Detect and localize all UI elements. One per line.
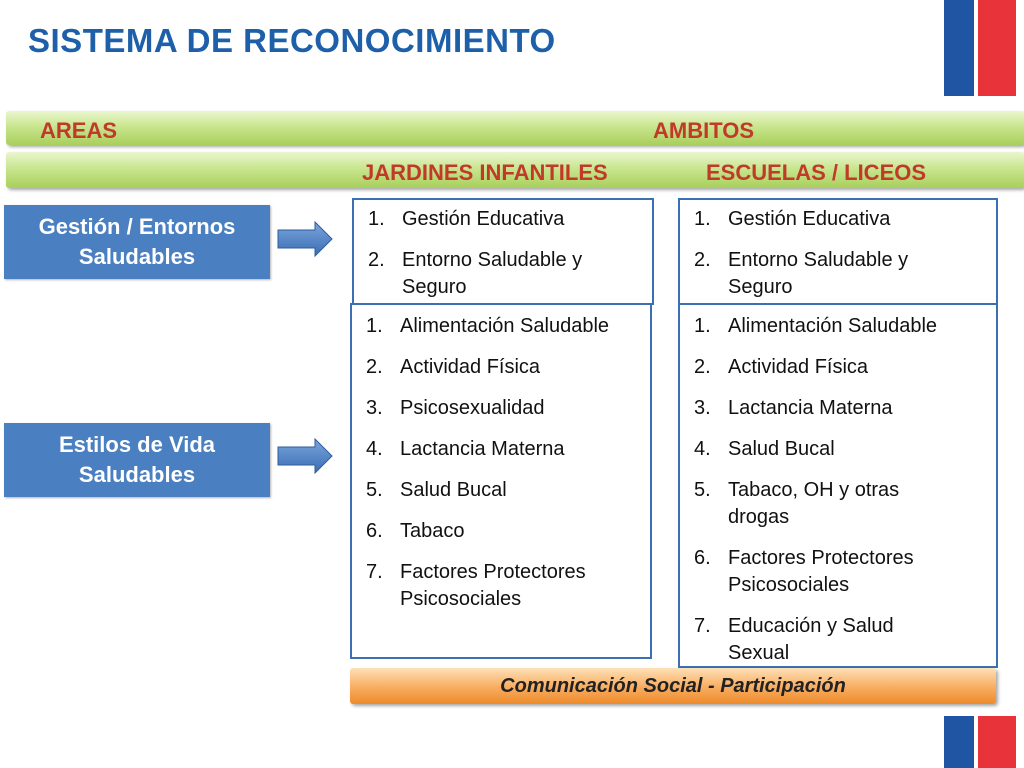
- area-label-line: Estilos de Vida: [58, 432, 216, 457]
- list-item: [352, 477, 650, 504]
- arrow-right-icon: [277, 438, 333, 474]
- list-item-number: 4.: [366, 438, 383, 460]
- page-title: SISTEMA DE RECONOCIMIENTO: [28, 22, 556, 59]
- arrow-right-icon: [277, 221, 333, 257]
- list-item-number: 1.: [368, 208, 385, 230]
- list-item-text: Gestión Educativa: [402, 208, 565, 230]
- list-item-number: 7.: [366, 561, 383, 583]
- list-item: [352, 313, 650, 340]
- area-gestion-entornos: [4, 205, 270, 279]
- list-item-text: Alimentación Saludable: [400, 315, 610, 337]
- list-item-number: 1.: [694, 315, 711, 337]
- area-estilos-vida: [4, 423, 270, 497]
- list-item: [680, 436, 996, 463]
- footer-communication-bar: Comunicación Social - Participación: [350, 668, 996, 704]
- header-escuelas: ESCUELAS / LICEOS: [706, 160, 927, 185]
- escuelas-estilos-list: [678, 303, 998, 668]
- list-item-number: 2.: [694, 249, 711, 271]
- list-item-text: Actividad Física: [400, 356, 541, 378]
- jardines-gestion-list: [352, 198, 654, 305]
- chile-flag-icon: [944, 716, 1016, 768]
- list-item-text: Sexual: [728, 642, 790, 664]
- list-item: [680, 545, 996, 599]
- list-item-number: 5.: [694, 479, 711, 501]
- list-item: [680, 354, 996, 381]
- list-item-number: 1.: [694, 208, 711, 230]
- list-item: [354, 206, 652, 233]
- list-item-text: Lactancia Materna: [400, 438, 565, 460]
- area-label-line: Gestión / Entornos: [38, 214, 236, 239]
- list-item-text: Factores Protectores: [400, 561, 586, 583]
- list-item-text: drogas: [728, 506, 790, 528]
- header-ambitos: AMBITOS: [653, 118, 755, 143]
- list-item-number: 2.: [694, 356, 711, 378]
- list-item: [352, 559, 650, 613]
- header-bar-areas-ambitos: [6, 111, 1024, 145]
- escuelas-gestion-list: [678, 198, 998, 305]
- list-item-text: Psicosociales: [400, 588, 522, 610]
- list-item: [680, 613, 996, 667]
- header-areas: AREAS: [40, 118, 118, 143]
- list-item: [352, 518, 650, 545]
- header-jardines: JARDINES INFANTILES: [362, 160, 608, 185]
- list-item-text: Seguro: [402, 276, 467, 298]
- list-item: [680, 247, 996, 301]
- list-item: [680, 206, 996, 233]
- list-item: [352, 436, 650, 463]
- list-item: [680, 395, 996, 422]
- list-item-text: Lactancia Materna: [728, 397, 893, 419]
- list-item-text: Tabaco: [400, 520, 465, 542]
- list-item: [352, 395, 650, 422]
- list-item-text: Psicosexualidad: [400, 397, 545, 419]
- chile-flag-icon: [944, 0, 1016, 96]
- list-item-number: 4.: [694, 438, 711, 460]
- list-item: [680, 477, 996, 531]
- list-item-text: Gestión Educativa: [728, 208, 891, 230]
- header-bar-columns: [6, 152, 1024, 188]
- list-item-number: 7.: [694, 615, 711, 637]
- list-item-number: 6.: [694, 547, 711, 569]
- list-item-number: 5.: [366, 479, 383, 501]
- list-item: [680, 313, 996, 340]
- list-item-text: Salud Bucal: [728, 438, 835, 460]
- list-item-text: Alimentación Saludable: [728, 315, 938, 337]
- area-label-line: Saludables: [78, 244, 196, 269]
- list-item-number: 2.: [368, 249, 385, 271]
- list-item: [354, 247, 652, 301]
- list-item-text: Salud Bucal: [400, 479, 507, 501]
- jardines-estilos-list: [350, 303, 652, 659]
- list-item-text: Entorno Saludable y: [728, 249, 909, 271]
- list-item: [352, 354, 650, 381]
- list-item-text: Educación y Salud: [728, 615, 894, 637]
- list-item-text: Actividad Física: [728, 356, 869, 378]
- list-item-text: Psicosociales: [728, 574, 850, 596]
- list-item-number: 2.: [366, 356, 383, 378]
- list-item-text: Entorno Saludable y: [402, 249, 583, 271]
- area-label-line: Saludables: [78, 462, 196, 487]
- list-item-text: Seguro: [728, 276, 793, 298]
- list-item-number: 6.: [366, 520, 383, 542]
- list-item-text: Tabaco, OH y otras: [728, 479, 900, 501]
- list-item-number: 1.: [366, 315, 383, 337]
- list-item-text: Factores Protectores: [728, 547, 914, 569]
- list-item-number: 3.: [694, 397, 711, 419]
- list-item-number: 3.: [366, 397, 383, 419]
